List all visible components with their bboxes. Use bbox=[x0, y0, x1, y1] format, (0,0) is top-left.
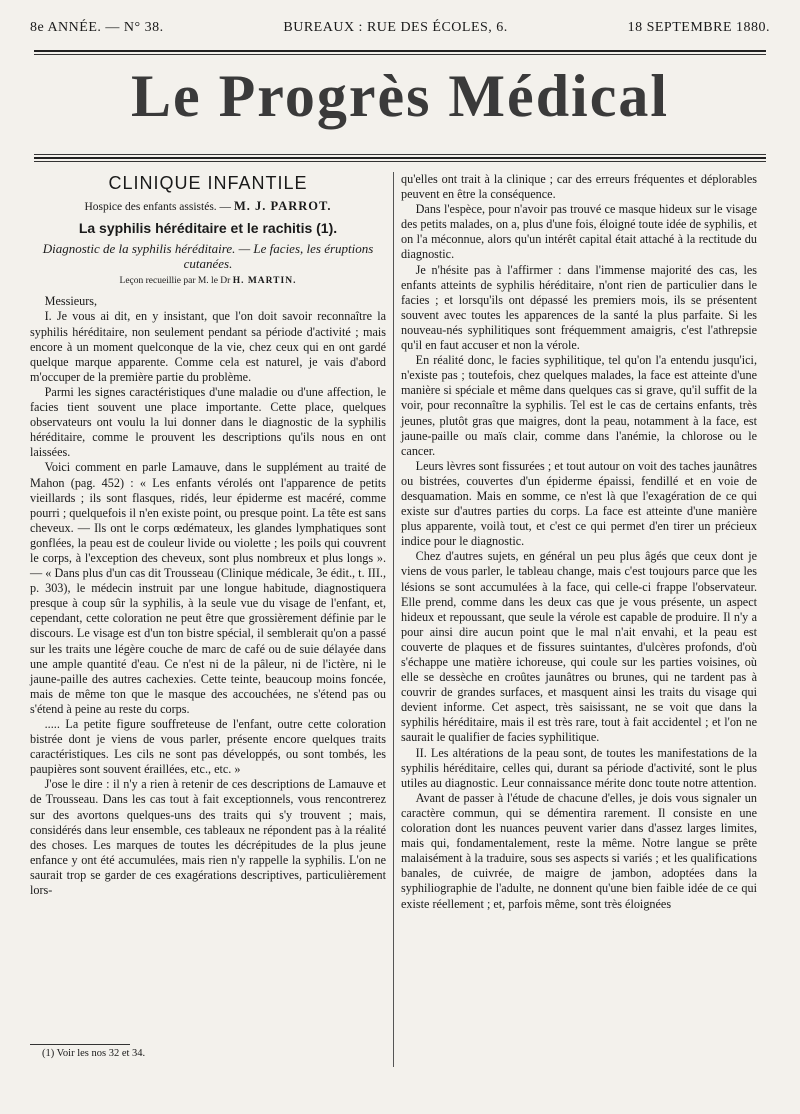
hospice-line bbox=[30, 199, 386, 215]
paragraph: En réalité donc, le facies syphilitique, tel qu'on l'a entendu jusqu'ici, n'existe pas ; toutefois, chez quelques malades, la face est atteinte d'une manière si spéciale et même dans quelques cas si grave, qu'il suffit de la voir, pour reconnaître la syphilis. Tel est le cas de certains enfants, très jeunes, plutôt gras que maigres, dont la peau, notamment à la face, est jaune-paille ou maïs clair, comme dans l'anémie, la chlorose ou le cancer. bbox=[401, 353, 757, 458]
paragraph: Avant de passer à l'étude de chacune d'elles, je dois vous signaler un caractère commun, qui se démentira rarement. Il consiste en une coloration dont les nuances peuvent varier dans d'assez larges limites, mais qui, fondamentalement, reste la même. Notre langue se prête malaisément à la traduire, sous ses aspects si variés ; et les qualifications banales, de cuivrée, de maigre de jambon, adoptées dans la syphiliographie de l'adulte, ne donnent qu'une bien faible idée de ce qui existe réellement ; et, parfois même, sont très éloignées bbox=[401, 790, 757, 911]
lecon-credit bbox=[30, 274, 386, 289]
paragraph: II. Les altérations de la peau sont, de toutes les manifestations de la syphilis héréditaire, celles qui, durant sa période d'activité, sont le plus utiles au diagnostic. Leur connaissance mérite donc toute notre attention. bbox=[401, 745, 757, 790]
column-divider bbox=[393, 172, 394, 1067]
paragraph: ..... La petite figure souffreteuse de l'enfant, outre cette coloration bistrée dont je viens de vous parler, présente encore quelques traits caractéristiques. Les cils ne sont pas développés, ou sont tombés, les paupières sont souvent éraillées, etc., etc. » bbox=[30, 717, 386, 777]
paragraph: Voici comment en parle Lamauve, dans le supplément au traité de Mahon (pag. 452) : « Les enfants vérolés ont l'apparence de petits vieillards ; ils sont flasques, ridés, leur épiderme est macéré, comme pourri ; quelquefois il n'en existe point, ou presque point. La tête est sans cheveux. — Ils ont le corps œdémateux, les glandes lymphatiques sont gonflées, la peau est de couleur livide ou violette ; les poils qui couvrent le corps, à l'exception des cheveux, sont plus nombreux et plus longs ». — « Dans plus d'un cas dit Trousseau (Clinique médicale, 3e édit., t. III., p. 303), le médecin instruit par une longue habitude, diagnostiquera presque à coup sûr la syphilis, à la seule vue du visage de l'enfant, et, cependant, cette coloration ne peut être que grossièrement définie par le discours. Le visage est d'un ton bistre spécial, il semblerait qu'on a passé sur les traits une légère couche de marc de café ou de suie délayée dans une ample quantité d'eau. Ce n'est ni de la pâleur, ni de l'ictère, ni le jaune-paille des autres cachexies. Cette teinte, beaucoup moins foncée, mais de même ton que le masque des accouchées, ne s'étend pas ou s'étend à peine au reste du corps. bbox=[30, 460, 386, 716]
footnote: (1) Voir les nos 32 et 34. bbox=[42, 1048, 146, 1059]
greeting: Messieurs, bbox=[44, 294, 98, 309]
paragraph: Je n'hésite pas à l'affirmer : dans l'immense majorité des cas, les enfants atteints de syphilis héréditaire, n'ont rien de particulier dans le facies ; et lorsqu'ils ont dépassé les premiers mois, ils se présentent souvent avec toutes les apparences de la santé la plus parfaite. Si les nouveau-nés syphilitiques sont fréquemment amaigris, c'est l'athrepsie qu'il en faut accuser et non la vérole. bbox=[401, 262, 757, 353]
left-column bbox=[30, 172, 386, 898]
section-heading: CLINIQUE INFANTILE bbox=[108, 173, 308, 193]
paragraph: I. Je vous ai dit, en y insistant, que l'on doit savoir reconnaître la syphilis héréditaire, non seulement pendant sa période d'activité ; mais encore à un moment quelconque de la vie, chez ceux qui en ont gardé quelque marque apparente. Comme cela est naturel, je vais d'abord m'occuper de la première partie du problème. bbox=[30, 309, 386, 384]
lecon-label: Leçon recueillie par M. le Dr bbox=[119, 276, 231, 287]
issue-date: 18 SEPTEMBRE 1880. bbox=[627, 20, 770, 35]
office-address: BUREAUX : RUE DES ÉCOLES, 6. bbox=[283, 20, 508, 35]
paragraph: Parmi les signes caractéristiques d'une maladie ou d'une affection, le facies tient souvent une place importante. Cette place, quelques observateurs ont voulu la lui donner dans le diagnostic de la syphilis héréditaire, comme le prouvent les descriptions qu'ils nous en ont laissées. bbox=[30, 384, 386, 460]
recorder-name: H. MARTIN. bbox=[232, 276, 297, 287]
author-name: M. J. PARROT. bbox=[233, 199, 332, 214]
paragraph: Leurs lèvres sont fissurées ; et tout autour on voit des taches jaunâtres ou bistrées, couvertes d'un épiderme épaissi, fendillé et en voie de desquamation. Mais en somme, ce n'est là que l'exagération de ce qui existe sur d'autres parties du corps. La face est atteinte d'une manière plus apparente, voilà tout, et c'est ce qui permet d'en tirer un précieux indice pour le diagnostic. bbox=[401, 458, 757, 549]
paragraph: Chez d'autres sujets, en général un peu plus âgés que ceux dont je viens de vous parler, le tableau change, mais c'est toujours parce que les lésions se sont accumulées à la face, qui celle-ci frappe l'observateur. Elle prend, comme dans les deux cas que je vous présente, un aspect hideux et repoussant, que seule la vérole est capable de produire. Il n'y a pour ainsi dire aucun point que le mal n'ait envahi, et la peau est couverte de plaques et de fissures suintantes, d'ulcères profonds, d'où s'échappe une matière ichoreuse, qui coule sur les parties voisines, où elle se dessèche en croûtes jaunâtres ou brunes, qui ne tardent pas à couvrir de grandes surfaces, et masquent ainsi les traits du visage qui devient informe. Cet aspect, très saisissant, ne se voit que dans la syphilis héréditaire, mais il est très rare, tout à fait accidentel ; et l'on ne saurait le qualifier de facies syphilitique. bbox=[401, 549, 757, 745]
masthead-rule bbox=[34, 152, 766, 164]
paragraph: J'ose le dire : il n'y a rien à retenir de ces descriptions de Lamauve et de Trousseau. Dans les cas tout à fait exceptionnels, vous rencontrerez sur des avortons quelques-uns des traits qui s'y trouvent ; mais, considérés dans leur ensemble, ces tableaux ne répondent pas à la réalité des choses. Les marques de toutes les décrépitudes de la plus jeune enfance y ont été accumulées, mais rien n'y rappelle la syphilis. L'on ne saurait trop se garder de ces exagérations descriptives, particulièrement lors- bbox=[30, 777, 386, 898]
right-column bbox=[401, 172, 757, 912]
hospice-name: Hospice des enfants assistés. — bbox=[84, 201, 232, 214]
paragraph: qu'elles ont trait à la clinique ; car des erreurs fréquentes et déplorables peuvent en être la conséquence. bbox=[401, 172, 757, 202]
footnote-rule bbox=[30, 1044, 130, 1045]
paragraph: Dans l'espèce, pour n'avoir pas trouvé ce masque hideux sur le visage des petits malades, on a, plus d'une fois, éloigné toute idée de syphilis, et on l'a méconnue, alors qu'un intérêt capital était attaché à la rectitude du diagnostic. bbox=[401, 202, 757, 262]
masthead-title: Le Progrès Médical bbox=[130, 63, 670, 129]
issue-number: 8e ANNÉE. — N° 38. bbox=[30, 20, 164, 35]
article-title: La syphilis héréditaire et le rachitis (1). bbox=[78, 220, 338, 237]
page-header bbox=[30, 20, 770, 36]
header-rule bbox=[34, 48, 766, 57]
article-subtitle: Diagnostic de la syphilis héréditaire. — Le facies, les éruptions cutanées. bbox=[42, 241, 374, 272]
